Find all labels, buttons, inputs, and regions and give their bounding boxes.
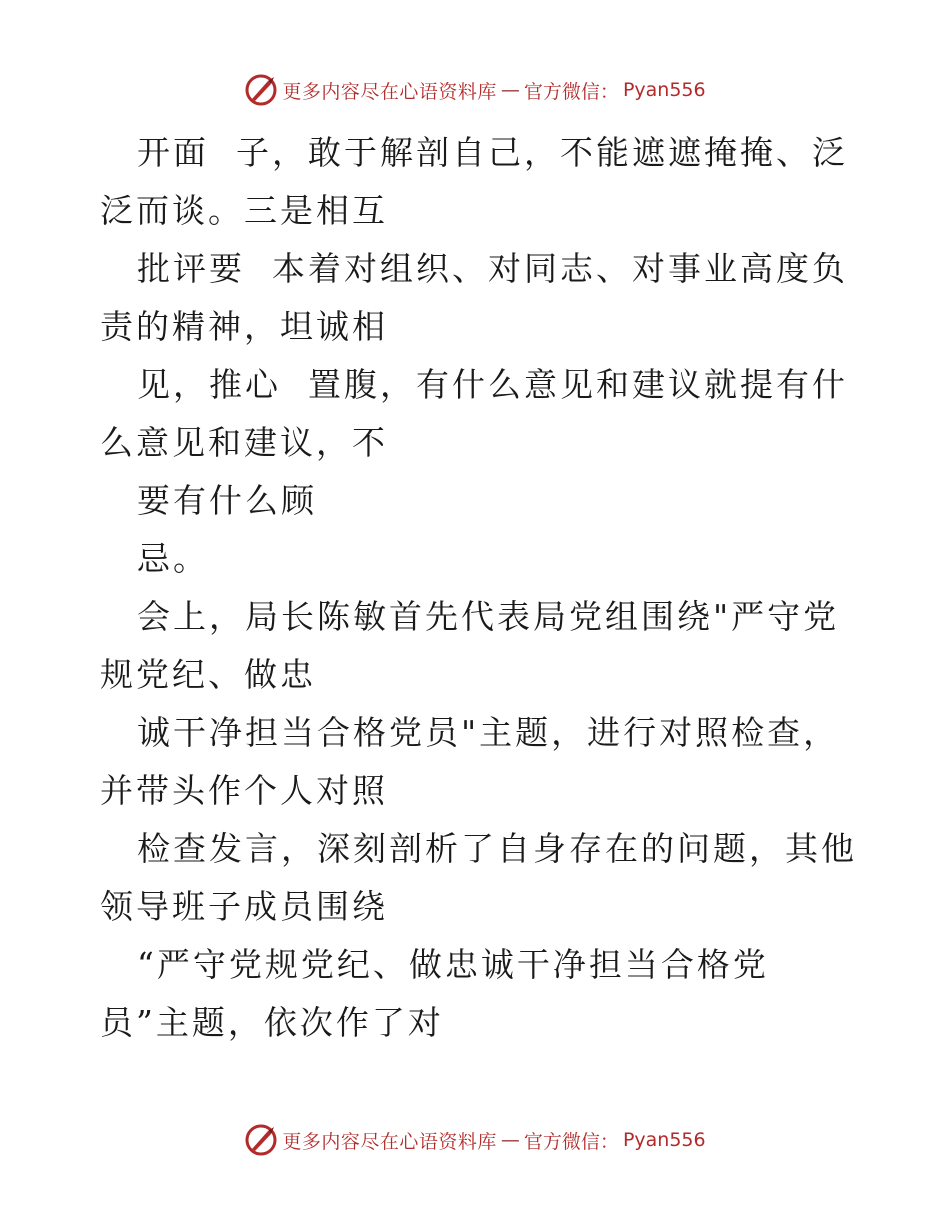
footer-banner-separator: — [500, 1129, 520, 1151]
paragraph-5: 忌。 [137, 539, 209, 578]
paragraph-2: 批评要 本着对组织、对同志、对事业高度负责的精神，坦诚相 [100, 249, 848, 346]
paragraph-4: 要有什么顾 [137, 481, 317, 520]
paragraph-8: 检查发言，深刻剖析了自身存在的问题，其他领导班子成员围绕 [100, 829, 857, 926]
header-banner-separator: — [500, 79, 520, 101]
footer-watermark-banner [0, 1120, 950, 1160]
paragraph-7: 诚干净担当合格党员"主题，进行对照检查，并带头作个人对照 [100, 713, 840, 810]
footer-wechat-label: 官方微信： [523, 1130, 619, 1153]
document-body [100, 124, 860, 1052]
paragraph-9: “严守党规党纪、做忠诚干净担当合格党员”主题，依次作了对 [100, 945, 769, 1042]
header-wechat-label: 官方微信： [523, 80, 619, 103]
paragraph-6: 会上，局长陈敏首先代表局党组围绕"严守党规党纪、做忠 [100, 597, 840, 694]
header-watermark-banner [0, 70, 950, 110]
paragraph-1: 开面 子，敢于解剖自己，不能遮遮掩掩、泛泛而谈。三是相互 [100, 133, 848, 230]
paragraph-3: 见，推心 置腹，有什么意见和建议就提有什么意见和建议，不 [100, 365, 848, 462]
quill-pen-logo-icon [244, 1123, 278, 1157]
footer-wechat-id: Pyan556 [622, 1129, 706, 1151]
footer-banner-text: 更多内容尽在心语资料库 [282, 1130, 497, 1153]
header-wechat-id: Pyan556 [622, 79, 706, 101]
header-banner-text: 更多内容尽在心语资料库 [282, 80, 497, 103]
quill-pen-logo-icon [244, 73, 278, 107]
